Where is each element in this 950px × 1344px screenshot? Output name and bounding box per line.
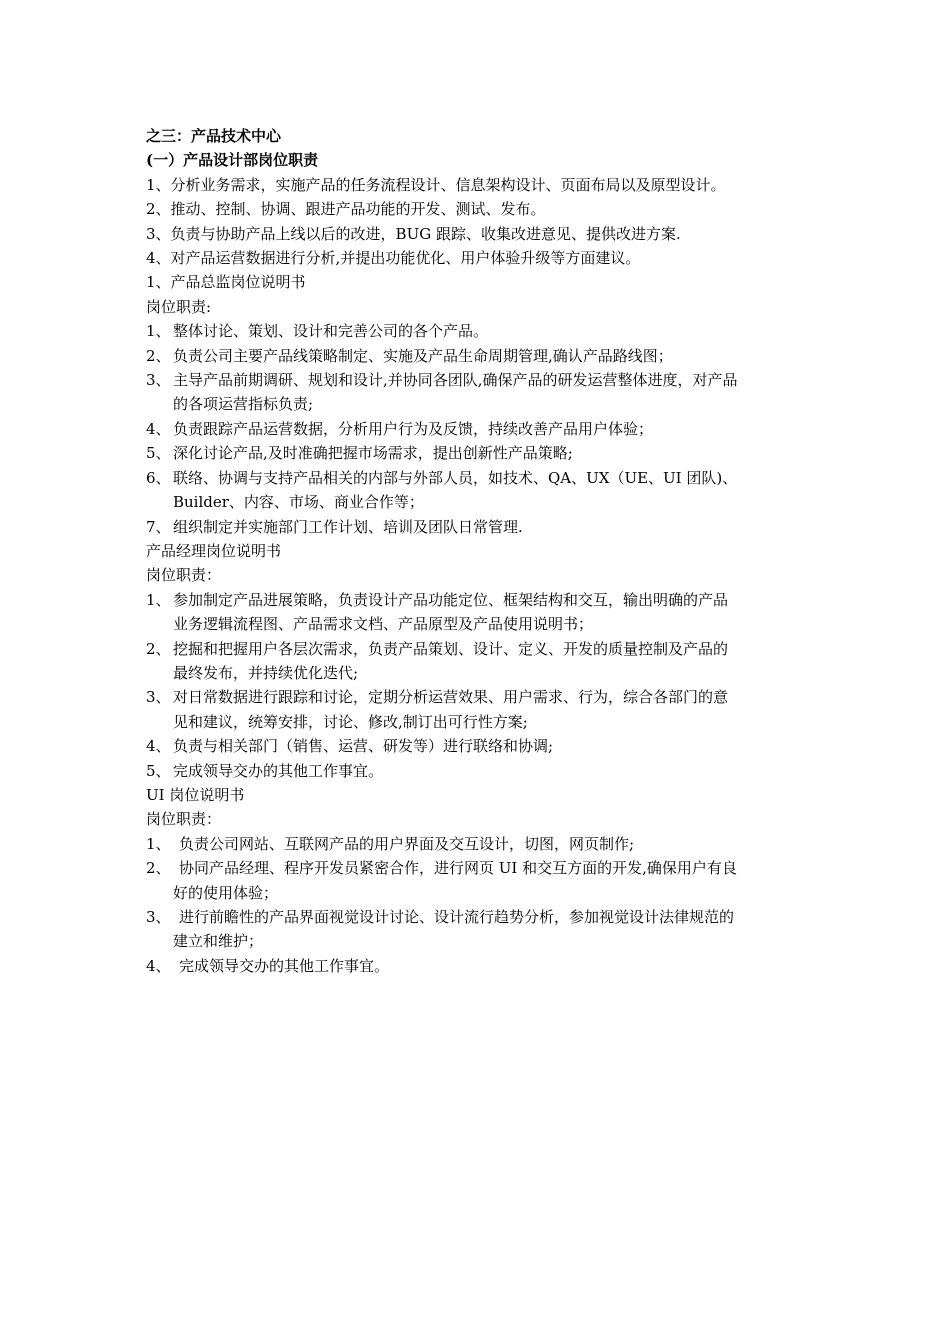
item-number: 5、 (146, 761, 171, 780)
department-duty: 3、负责与协助产品上线以后的改进，BUG 跟踪、收集改进意见、提供改进方案. (146, 224, 681, 243)
ui-title: UI 岗位说明书 (146, 785, 245, 804)
item-text-continued: 建立和维护； (173, 932, 264, 951)
manager-duty-item (146, 685, 826, 709)
manager-duty-item (146, 588, 826, 612)
item-number: 4、 (146, 737, 171, 756)
item-text: 整体讨论、策划、设计和完善公司的各个产品。 (173, 322, 489, 341)
item-text-continued: 见和建议，统筹安排，讨论、修改,制订出可行性方案; (173, 712, 528, 731)
manager-duty-item (146, 759, 826, 783)
ui-duty-item (146, 905, 826, 929)
item-number: 1、 (146, 834, 171, 853)
item-number: 2、 (146, 859, 171, 878)
item-text-continued: 的各项运营指标负责; (173, 395, 314, 414)
item-text: 协同产品经理、程序开发员紧密合作，进行网页 UI 和交互方面的开发,确保用户有良 (179, 859, 737, 878)
ui-duty-item (146, 832, 826, 856)
item-text: 深化讨论产品,及时准确把握市场需求，提出创新性产品策略; (173, 444, 573, 463)
director-duty-item (146, 368, 826, 392)
manager-title: 产品经理岗位说明书 (146, 541, 282, 560)
director-title: 1、产品总监岗位说明书 (146, 273, 306, 292)
ui-duty-item (146, 954, 826, 978)
item-text: 负责与相关部门（销售、运营、研发等）进行联络和协调; (173, 737, 554, 756)
ui-duties-label: 岗位职责： (146, 810, 222, 829)
item-text: 参加制定产品进展策略，负责设计产品功能定位、框架结构和交互，输出明确的产品 (173, 590, 729, 609)
department-heading: (一）产品设计部岗位职责 (146, 151, 319, 170)
ui-duty-item (146, 856, 826, 880)
item-text: 联络、协调与支持产品相关的内部与外部人员，如技术、QA、UX（UE、UI 团队)、 (173, 468, 738, 487)
item-text-continued: Builder、内容、市场、商业合作等； (173, 493, 424, 512)
item-text: 负责公司网站、互联网产品的用户界面及交互设计，切图，网页制作; (179, 834, 635, 853)
manager-duty-item (146, 637, 826, 661)
section-heading: 之三：产品技术中心 (146, 127, 282, 145)
item-number: 6、 (146, 468, 171, 487)
item-text-continued: 业务逻辑流程图、产品需求文档、产品原型及产品使用说明书； (173, 615, 594, 634)
item-text-continued: 最终发布，并持续优化迭代; (173, 663, 359, 682)
item-number: 2、 (146, 346, 171, 365)
manager-duties-label: 岗位职责： (146, 566, 222, 585)
item-number: 7、 (146, 517, 171, 536)
item-number: 2、 (146, 639, 171, 658)
item-number: 4、 (146, 956, 171, 975)
director-duty-item (146, 441, 826, 465)
department-duty: 2、推动、控制、协调、跟进产品功能的开发、测试、发布。 (146, 200, 546, 219)
director-duties-label: 岗位职责: (146, 297, 212, 316)
item-text: 完成领导交办的其他工作事宜。 (179, 956, 390, 975)
manager-duty-item (146, 734, 826, 758)
item-text: 负责跟踪产品运营数据，分析用户行为及反馈，持续改善产品用户体验； (173, 419, 654, 438)
director-duty-item (146, 319, 826, 343)
item-number: 1、 (146, 322, 171, 341)
item-number: 1、 (146, 590, 171, 609)
director-duty-item (146, 344, 826, 368)
item-number: 4、 (146, 419, 171, 438)
document-page (146, 124, 826, 978)
item-text: 完成领导交办的其他工作事宜。 (173, 761, 384, 780)
item-text: 负责公司主要产品线策略制定、实施及产品生命周期管理,确认产品路线图； (173, 346, 673, 365)
item-text-continued: 好的使用体验； (173, 883, 279, 902)
director-duty-item (146, 417, 826, 441)
item-text: 主导产品前期调研、规划和设计,并协同各团队,确保产品的研发运营整体进度，对产品 (173, 371, 738, 390)
item-number: 3、 (146, 371, 171, 390)
item-text: 组织制定并实施部门工作计划、培训及团队日常管理. (173, 517, 523, 536)
item-number: 3、 (146, 688, 171, 707)
item-number: 3、 (146, 908, 171, 926)
director-duty-item (146, 466, 826, 490)
department-duty: 4、对产品运营数据进行分析,并提出功能优化、用户体验升级等方面建议。 (146, 249, 641, 268)
department-duty: 1、分析业务需求，实施产品的任务流程设计、信息架构设计、页面布局以及原型设计。 (146, 175, 726, 194)
item-text: 进行前瞻性的产品界面视觉设计讨论、设计流行趋势分析，参加视觉设计法律规范的 (179, 908, 735, 926)
item-number: 5、 (146, 444, 171, 463)
item-text: 对日常数据进行跟踪和讨论，定期分析运营效果、用户需求、行为，综合各部门的意 (173, 688, 729, 707)
item-text: 挖掘和把握用户各层次需求，负责产品策划、设计、定义、开发的质量控制及产品的 (173, 639, 729, 658)
director-duty-item (146, 515, 826, 539)
